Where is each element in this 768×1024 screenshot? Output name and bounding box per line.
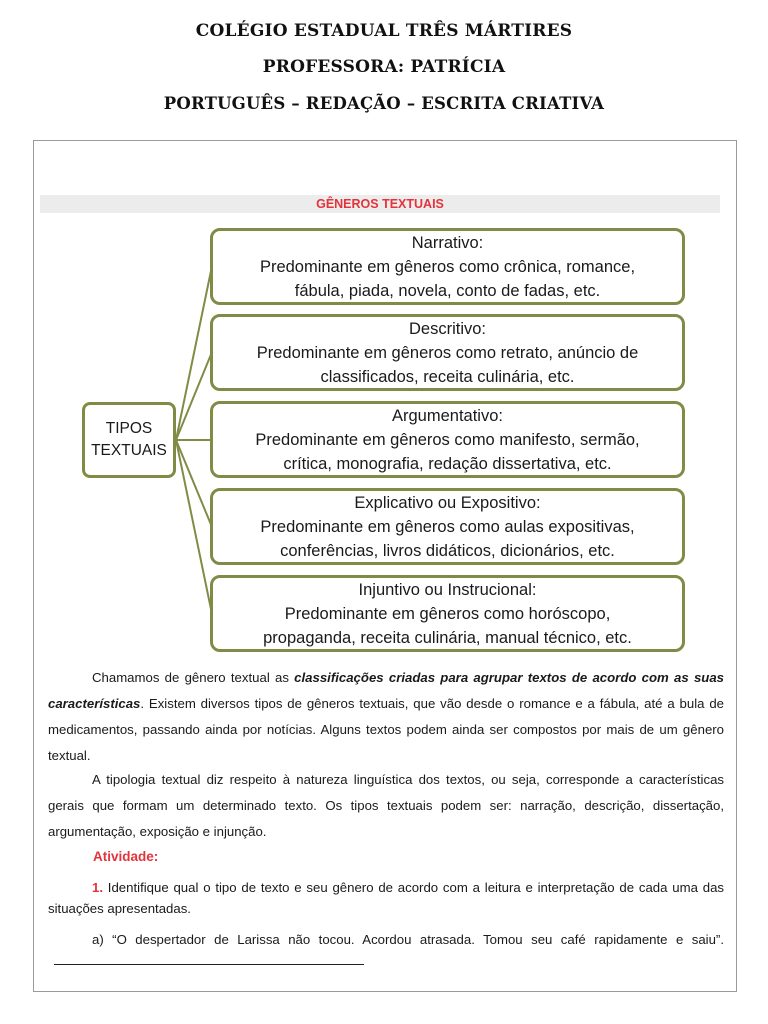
tipos-label: TIPOS [105,420,153,437]
type-desc-line: Predominante em gêneros como manifesto, sermão, [255,430,640,449]
type-name: Argumentativo: [392,406,503,425]
textuais-label: TEXTUAIS [91,442,167,459]
school-name: COLÉGIO ESTADUAL TRÊS MÁRTIRES [195,21,573,41]
type-box-explicativo [210,488,685,565]
activity-title: Atividade: [93,849,159,864]
question-1-text: Identifique qual o tipo de texto e seu gênero de acordo com a leitura e interpretação de cada uma das situações apresentadas. [48,880,724,916]
question-number: 1. [92,880,103,895]
type-desc-line: fábula, piada, novela, conto de fadas, etc. [294,281,601,300]
type-desc-line: Predominante em gêneros como aulas expositivas, [260,517,635,536]
type-desc-line: conferências, livros didáticos, dicionários, etc. [280,541,615,560]
type-name: Descritivo: [408,319,486,338]
section-title: GÊNEROS TEXTUAIS [40,195,720,213]
teacher-name: PROFESSORA: PATRÍCIA [262,57,506,77]
question-1a-text: a) “O despertador de Larissa não tocou. Acordou atrasada. Tomou seu café rapidamente e saiu”. [92,932,724,947]
type-desc-line: Predominante em gêneros como horóscopo, [284,604,611,623]
paragraph1-emphasis: classificações criadas para agrupar textos de acordo com as suas características [48,670,725,711]
type-desc-line: propaganda, receita culinária, manual técnico, etc. [263,628,632,647]
type-box-narrativo [210,228,685,305]
paragraph1-start: Chamamos de gênero textual as [92,670,295,685]
type-box-descritivo [210,314,685,391]
paragraph1-end: . Existem diversos tipos de gêneros textuais, que vão desde o romance e a fábula, até a bula de medicamentos, passando ainda por notícias. Alguns textos podem ainda ser compostos por mais de um gênero textual. [48,696,724,763]
type-name: Narrativo: [411,233,484,252]
type-box-argumentativo [210,401,685,478]
subject-title: PORTUGUÊS – REDAÇÃO – ESCRITA CRIATIVA [163,94,605,113]
paragraph-genero-textual [48,665,724,769]
type-desc-line: Predominante em gêneros como retrato, anúncio de [256,343,639,362]
type-desc-line: Predominante em gêneros como crônica, romance, [259,257,636,276]
type-name: Explicativo ou Expositivo: [354,493,541,512]
type-desc-line: classificados, receita culinária, etc. [320,367,575,386]
type-box-injuntivo [210,575,685,652]
question-1 [48,877,724,919]
answer-line[interactable] [54,952,364,965]
paragraph-tipologia [48,767,724,845]
tipos-textuais-box [82,402,176,478]
paragraph2-text: A tipologia textual diz respeito à natureza linguística dos textos, ou seja, corresponde a características gerais que formam um determinado texto. Os tipos textuais podem ser: narração, descrição, dissertação, argumentação, exposição e injunção. [48,772,724,839]
type-desc-line: crítica, monografia, redação dissertativa, etc. [283,454,612,473]
question-1a [48,929,724,971]
type-name: Injuntivo ou Instrucional: [358,580,537,599]
page-header [0,22,768,130]
